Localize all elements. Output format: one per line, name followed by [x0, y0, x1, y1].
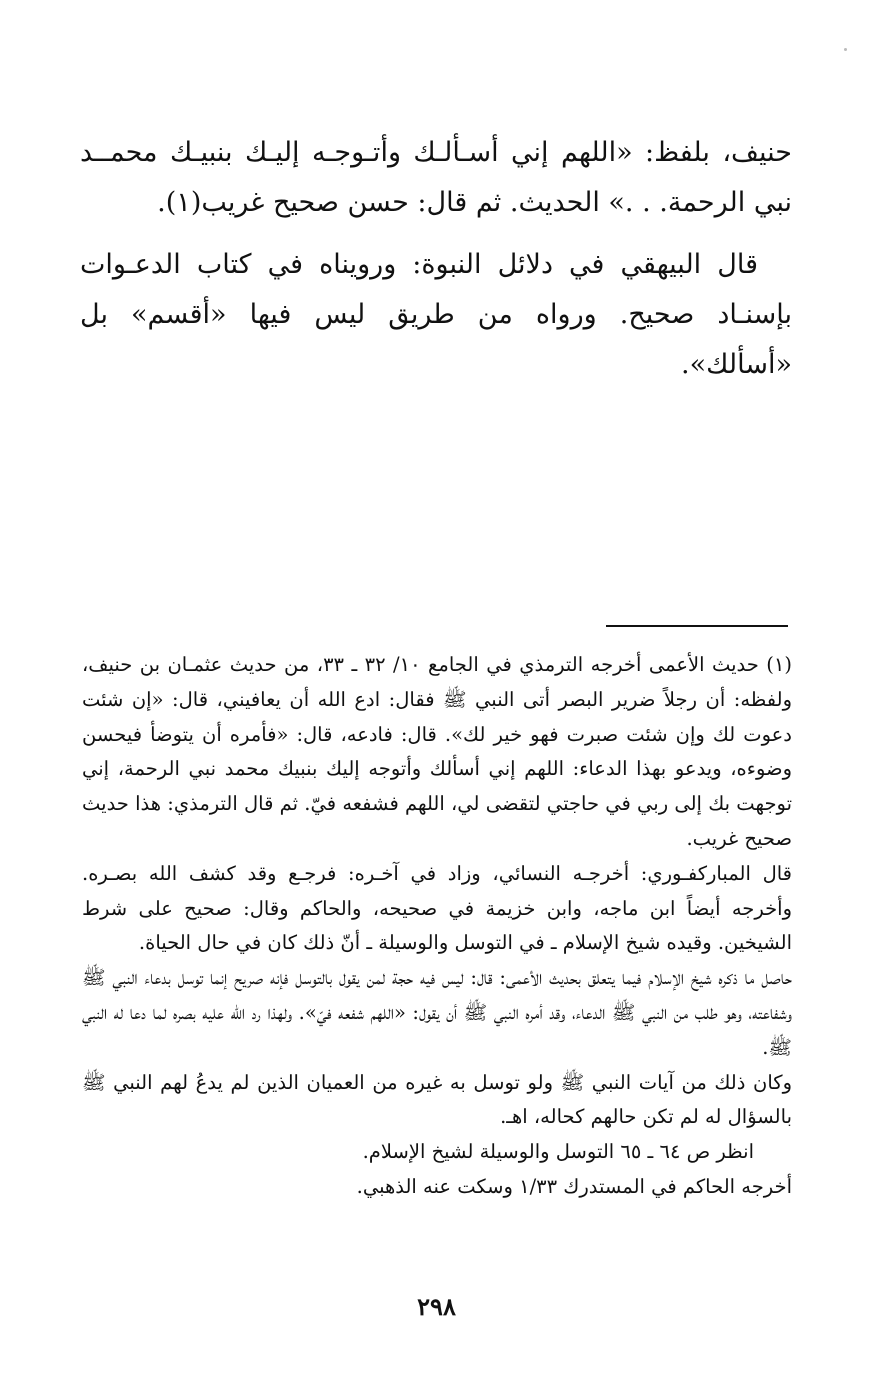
footnote-separator	[606, 625, 788, 627]
main-text	[80, 128, 792, 402]
footnote-note-mubarakfuri: قال المباركفـوري: أخرجـه النسائي، وزاد في آخـره: فرجـع وقد كشف الله بصـره. وأخرجه أيضاً ابن ماجه، وابن خزيمة في صحيحه، والحاكم وقال: صحيح على شرط الشيخين. وقيده شيخ الإسلام ـ في التوسل والوسيلة ـ أنّ ذلك كان في حال الحياة.	[82, 861, 792, 955]
footnote-1: (١) حديث الأعمى أخرجه الترمذي في الجامع ١٠/ ٣٢ ـ ٣٣، من حديث عثمـان بن حنيف، ولفظه: أن رجلاً ضرير البصر أتى النبي ﷺ فقال: ادع الله أن يعافيني، قال: «إن شئت دعوت لك وإن شئت صبرت فهو خير لك». قال: فادعه، قال: «فأمره أن يتوضأ فيحسن وضوءه، ويدعو بهذا الدعاء: اللهم إني أسألك وأتوجه إليك بنبيك محمد نبي الرحمة، إني توجهت بك إلى ربي في حاجتي لتقضى لي، اللهم فشفعه فيّ. ثم قال الترمذي: هذا حديث صحيح غريب.	[82, 653, 792, 850]
footnotes	[82, 648, 792, 1205]
footnote-note-reference: انظر ص ٦٤ ـ ٦٥ التوسل والوسيلة لشيخ الإسلام.	[362, 1140, 754, 1164]
footnote-note-hakim: أخرجه الحاكم في المستدرك ١/٣٣ وسكت عنه الذهبي.	[356, 1174, 792, 1198]
main-paragraph-1: حنيف، بلفظ: «اللهم إني أسـألـك وأتـوجـه إليـك بنبيـك محمــد نبي الرحمة. . .» الحديث. ثم قال: حسن صحيح غريب(١).	[80, 137, 792, 218]
page-number: ٢٩٨	[417, 1292, 456, 1321]
footnote-note-signs: وكان ذلك من آيات النبي ﷺ ولو توسل به غيره من العميان الذين لم يدعُ لهم النبي ﷺ بالسؤال له لم تكن حالهم كحاله، اهـ.	[82, 1070, 792, 1129]
footnote-note-summary: حاصل ما ذكره شيخ الإسلام فيما يتعلق بحديث الأعمى: قال: ليس فيه حجة لمن يقول بالتوسل فإنه صريح إنما توسل بدعاء النبي ﷺ وشفاعته، وهو طلب من النبي ﷺ الدعاء، وقد أمره النبي ﷺ أن يقول: «اللهم شفعه فيّ». ولهذا رد الله عليه بصره لما دعا له النبي ﷺ.	[82, 966, 792, 1059]
scan-speck	[844, 48, 847, 51]
main-paragraph-2: قال البيهقي في دلائل النبوة: ورويناه في كتاب الدعـوات بإسنـاد صحيح. ورواه من طريق ليس فيها «أقسم» بل «أسألك».	[80, 249, 792, 380]
